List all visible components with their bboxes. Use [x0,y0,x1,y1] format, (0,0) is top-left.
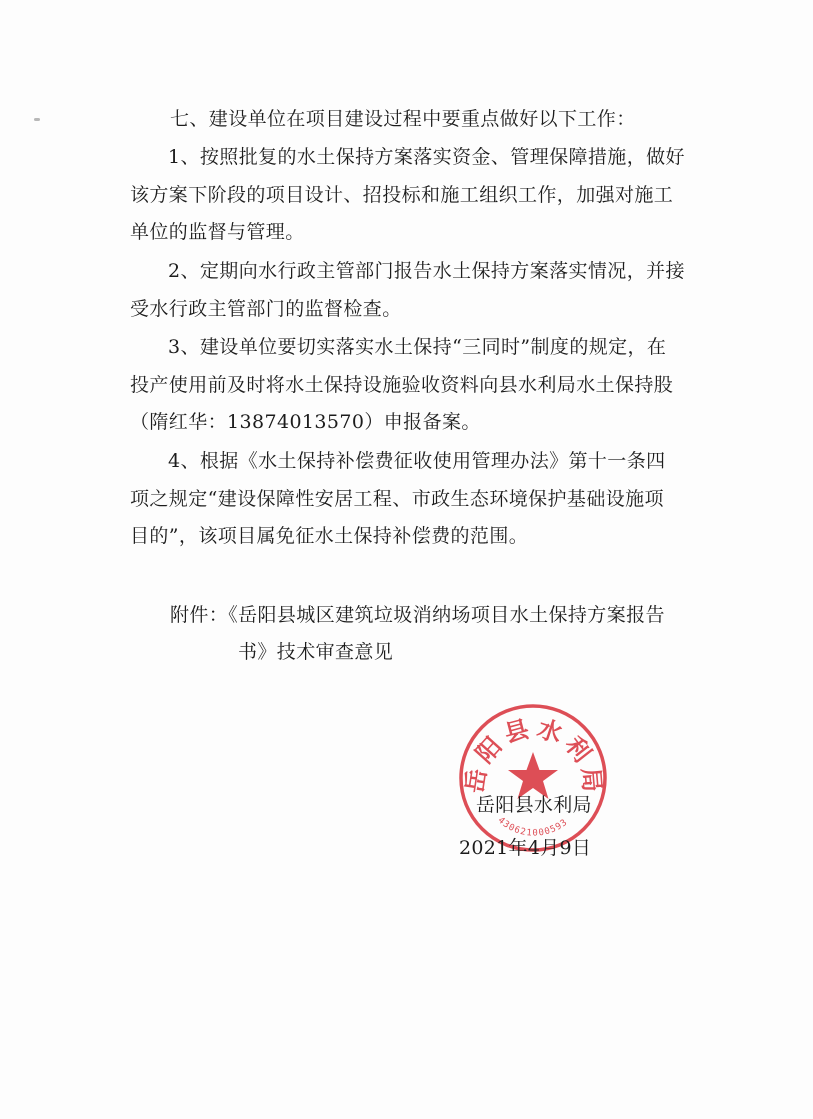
paragraph-item-1 [130,139,730,252]
item-3-line-3: （隋红华：13874013570）申报备案。 [130,411,481,433]
item-4-line-3: 目的”，该项目属免征水土保持补偿费的范围。 [130,525,529,547]
paragraph-item-4 [130,443,730,556]
item-1-line-2: 该方案下阶段的项目设计、招投标和施工组织工作，加强对施工 [130,183,674,206]
item-2-line-1: 2、定期向水行政主管部门报告水土保持方案落实情况，并接 [168,260,685,282]
signer-organization: 岳阳县水利局 [476,794,592,816]
item-3-line-2: 投产使用前及时将水土保持设施验收资料向县水利局水土保持股 [130,373,674,396]
item-3-line-1: 3、建设单位要切实落实水土保持“三同时”制度的规定，在 [168,336,667,358]
signature-date: 2021年4月9日 [459,837,592,859]
item-2-line-2: 受水行政主管部门的监督检查。 [130,297,402,320]
item-1-line-1: 1、按照批复的水土保持方案落实资金、管理保障措施，做好 [168,146,685,168]
item-4-line-2: 项之规定“建设保障性安居工程、市政生态环境保护基础设施项 [130,487,664,510]
seal-code: 430621000593 [495,815,570,839]
item-4-line-1: 4、根据《水土保持补偿费征收使用管理办法》第十一条四 [168,450,666,472]
attachment-line-1: 附件：《岳阳县城区建筑垃圾消纳场项目水土保持方案报告 [170,604,665,626]
section-heading: 七、建设单位在项目建设过程中要重点做好以下工作： [170,108,636,130]
attachment-line-2: 书》技术审查意见 [238,641,394,663]
paragraph-item-2 [130,253,730,328]
seal-text: 岳阳县水利局 [460,713,607,798]
item-1-line-3: 单位的监督与管理。 [130,221,305,243]
paragraph-item-3 [130,329,730,442]
scan-speck [34,118,40,121]
